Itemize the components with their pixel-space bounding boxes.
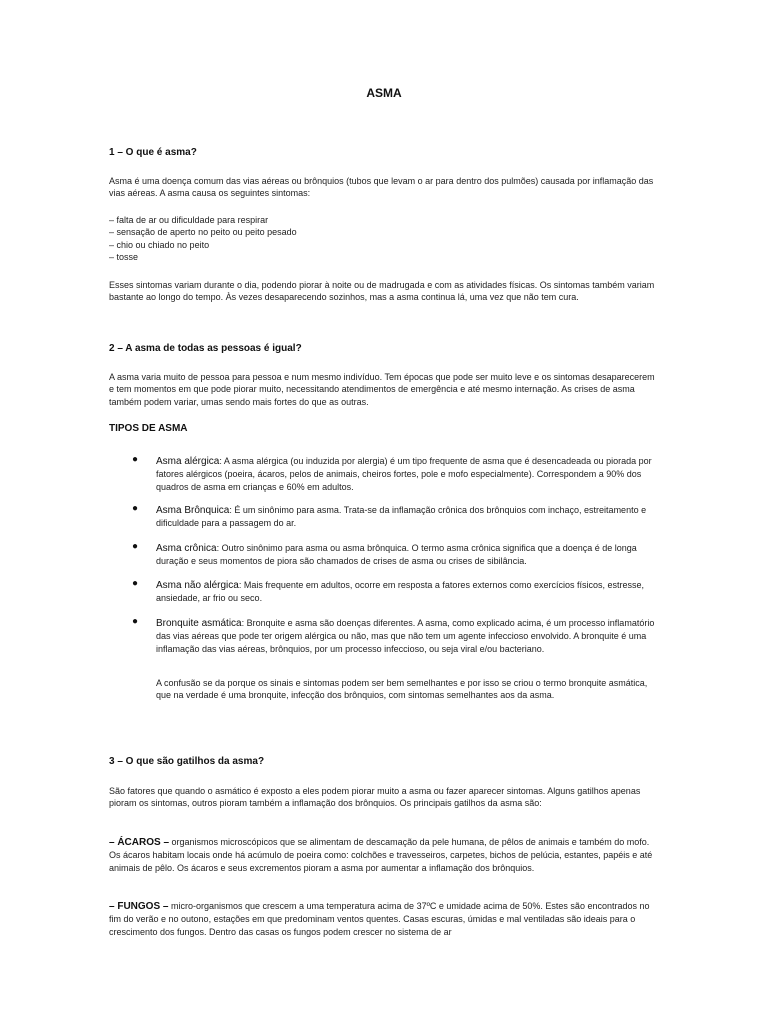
- symptom-item: – sensação de aperto no peito ou peito pesado: [109, 227, 297, 238]
- trigger-acaros: [109, 836, 661, 874]
- bullet-icon: ●: [132, 578, 139, 589]
- type-term: Bronquite asmática: [156, 618, 242, 629]
- section-2-heading: 2 – A asma de todas as pessoas é igual?: [109, 343, 302, 354]
- trigger-description: organismos microscópicos que se alimentam de descamação da pele humana, de pêlos de animais e também do mofo. Os ácaros habitam locais onde há acúmulo de poeira como: colchões e travesseiros, carpetes, bichos de pelúcia, estantes, papéis e até animais de pêlo. Os ácaros e seus excrementos pioram a asma por aumentar a inflamação dos brônquios.: [109, 837, 653, 873]
- trigger-fungos: [109, 900, 661, 938]
- section-1-heading: 1 – O que é asma?: [109, 147, 197, 158]
- type-term: Asma crônica: [156, 543, 217, 554]
- type-item-nao-alergica: [156, 579, 661, 605]
- section-1-intro: Asma é uma doença comum das vias aéreas ou brônquios (tubos que levam o ar para dentro dos pulmões) causada por inflamação das vias aéreas. A asma causa os seguintes sintomas:: [109, 176, 654, 199]
- type-term: Asma alérgica: [156, 456, 220, 467]
- bullet-icon: ●: [132, 454, 139, 465]
- type-description: : Bronquite e asma são doenças diferentes. A asma, como explicado acima, é um processo inflamatório das vias aéreas que pode ter origem alérgica ou não, mas que não tem um agente infeccioso envolvido. A bronquite é uma inflamação das vias aéreas, brônquios, por um processo infeccioso, ou seja viral e/ou bacteriano.: [156, 618, 655, 654]
- type-term: Asma Brônquica: [156, 505, 230, 516]
- bullet-icon: ●: [132, 503, 139, 514]
- document-title: ASMA: [366, 86, 402, 100]
- symptom-item: – tosse: [109, 252, 139, 263]
- type-item-bronquica: [156, 504, 661, 530]
- bullet-icon: ●: [132, 541, 139, 552]
- type-item-bronquite: [156, 617, 661, 655]
- symptom-item: – falta de ar ou dificuldade para respirar: [109, 215, 269, 225]
- type-term: Asma não alérgica: [156, 580, 239, 591]
- trigger-term: – ÁCAROS –: [109, 837, 170, 848]
- types-heading: TIPOS DE ASMA: [109, 423, 188, 434]
- type-item-cronica: [156, 542, 661, 568]
- trigger-description: micro-organismos que crescem a uma temperatura acima de 37ºC e umidade acima de 50%. Estes são encontrados no fim do verão e no outono, estações em que predominam ventos quentes. Casas escuras, úmidas e mal ventiladas são ideais para o crescimento dos fungos. Dentro das casas os fungos podem crescer no sistema de ar: [109, 901, 650, 937]
- type-description: : Outro sinônimo para asma ou asma brônquica. O termo asma crônica significa que a doença é de longa duração e seus momentos de piora são chamados de crises de asma ou crises de sibilância.: [156, 543, 637, 567]
- section-2-paragraph: A asma varia muito de pessoa para pessoa e num mesmo indivíduo. Tem épocas que pode ser muito leve e os sintomas desaparecerem e tem momentos em que pode piorar muito, necessitando atendimentos de emergência e até mesmo internação. As crises de asma também podem variar, umas sendo mais fortes do que as outras.: [109, 372, 655, 407]
- symptom-list: [109, 214, 661, 264]
- type-description: : É um sinônimo para asma. Trata-se da inflamação crônica dos brônquios com inchaço, estreitamento e dificuldade para a passagem do ar.: [156, 505, 647, 529]
- types-note: A confusão se da porque os sinais e sintomas podem ser bem semelhantes e por isso se criou o termo bronquite asmática, que na verdade é uma bronquite, infecção dos brônquios, com sintomas semelhantes aos da asma.: [156, 678, 648, 701]
- section-3-heading: 3 – O que são gatilhos da asma?: [109, 756, 265, 767]
- trigger-term: – FUNGOS –: [109, 901, 169, 912]
- section-1-paragraph-2: Esses sintomas variam durante o dia, podendo piorar à noite ou de madrugada e com as atividades físicas. Os sintomas também variam bastante ao longo do tempo. Às vezes desaparecendo sozinhos, mas a asma continua lá, uma vez que não tem cura.: [109, 280, 655, 303]
- type-description: : Mais frequente em adultos, ocorre em resposta a fatores externos como exercícios físicos, estresse, ansiedade, ar frio ou seco.: [156, 580, 645, 604]
- type-description: : A asma alérgica (ou induzida por alergia) é um tipo frequente de asma que é desencadeada ou piorada por fatores alérgicos (poeira, ácaros, pelos de animais, cheiros fortes, pole e mofo especialmente). Correspondem a 90% dos quadros de asma em crianças e 60% em adultos.: [156, 456, 652, 492]
- section-3-paragraph: São fatores que quando o asmático é exposto a eles podem piorar muito a asma ou fazer aparecer sintomas. Alguns gatilhos apenas pioram os sintomas, outros pioram também a inflamação dos brônquios. Os principais gatilhos da asma são:: [109, 786, 641, 809]
- bullet-icon: ●: [132, 616, 139, 627]
- symptom-item: – chio ou chiado no peito: [109, 239, 210, 250]
- type-item-alergica: [156, 455, 661, 493]
